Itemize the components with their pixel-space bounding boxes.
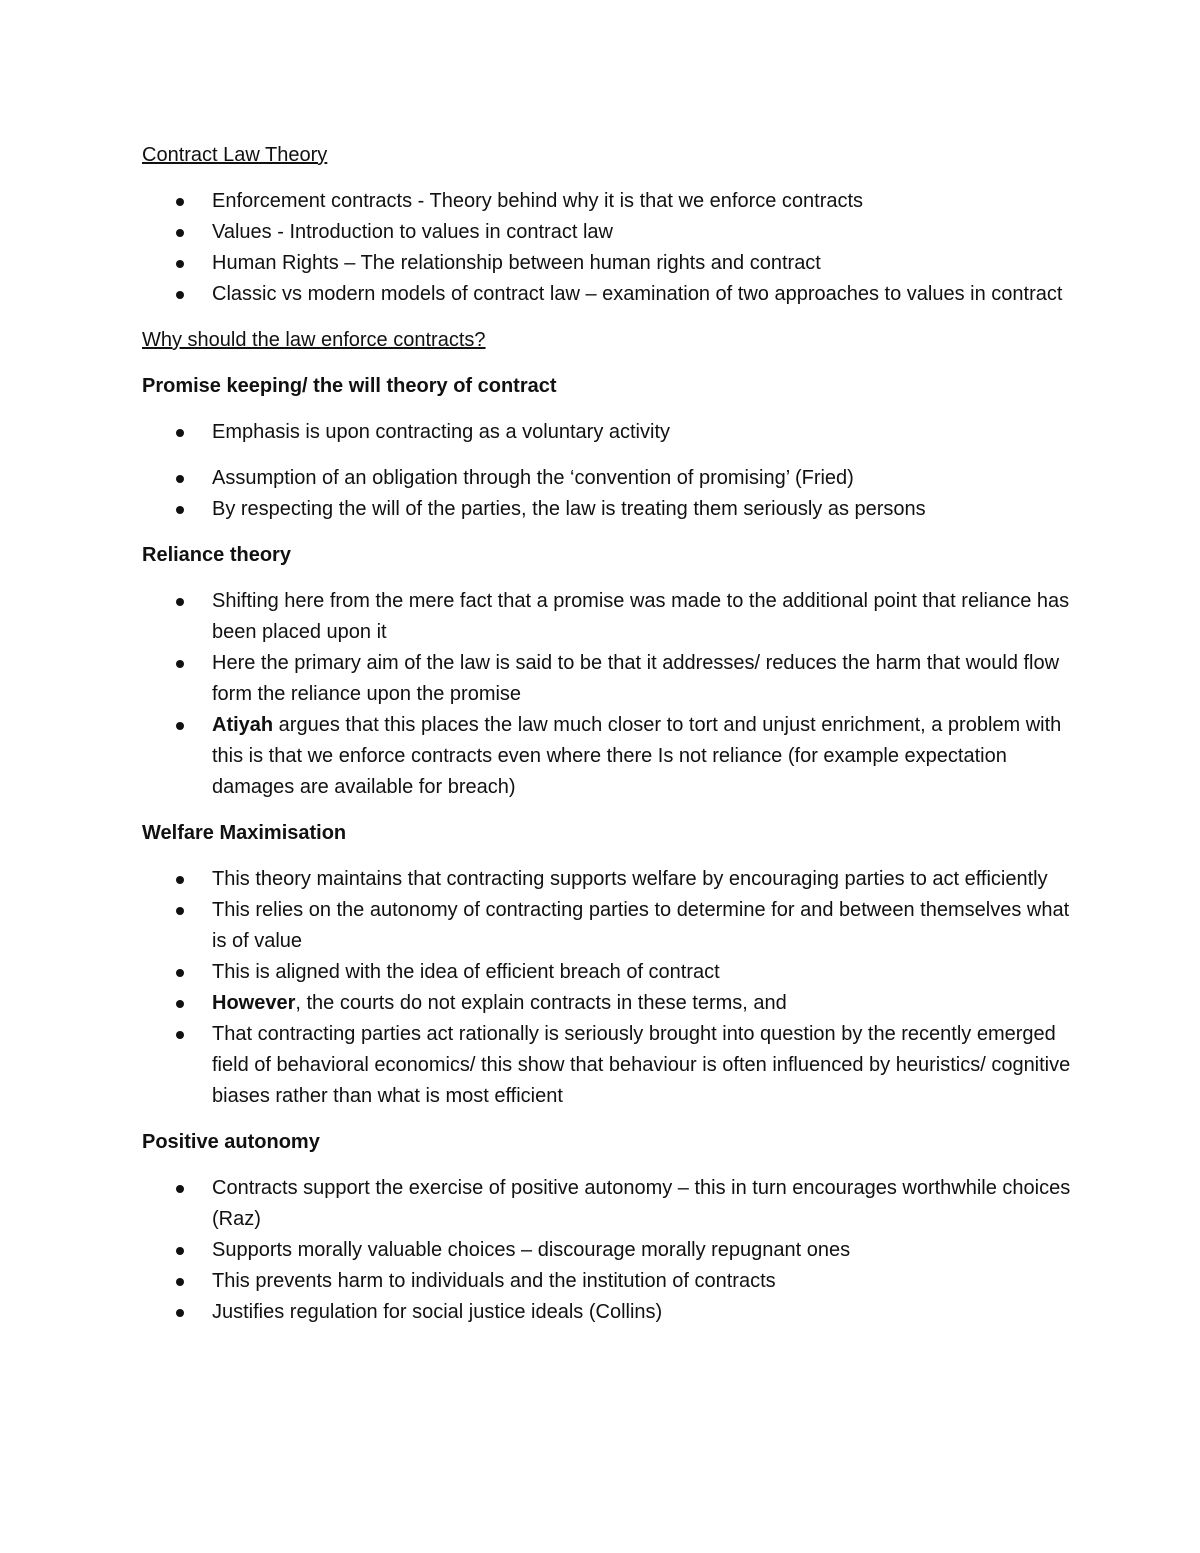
bullet-icon <box>176 1309 184 1317</box>
bullet-icon <box>176 1031 184 1039</box>
list-item: Human Rights – The relationship between human rights and contract <box>142 248 1072 279</box>
list-item: Emphasis is upon contracting as a voluntary activity <box>142 417 1072 448</box>
bullet-icon <box>176 291 184 299</box>
welfare-list <box>142 864 1072 1112</box>
positive-heading: Positive autonomy <box>142 1131 320 1153</box>
list-item: By respecting the will of the parties, the law is treating them seriously as persons <box>142 494 1072 525</box>
list-item: Here the primary aim of the law is said to be that it addresses/ reduces the harm that would flow form the reliance upon the promise <box>142 648 1072 710</box>
promise-heading: Promise keeping/ the will theory of contract <box>142 375 557 397</box>
list-item: That contracting parties act rationally is seriously brought into question by the recently emerged field of behavioral economics/ this show that behaviour is often influenced by heuristics/ cognitive biases rather than what is most efficient <box>142 1019 1072 1112</box>
list-item: Enforcement contracts - Theory behind why it is that we enforce contracts <box>142 186 1072 217</box>
list-item: Shifting here from the mere fact that a promise was made to the additional point that reliance has been placed upon it <box>142 586 1072 648</box>
bullet-icon <box>176 198 184 206</box>
bullet-icon <box>176 876 184 884</box>
emphasis-word: However <box>212 992 296 1014</box>
bullet-icon <box>176 229 184 237</box>
bullet-icon <box>176 907 184 915</box>
bullet-icon <box>176 1278 184 1286</box>
reliance-heading: Reliance theory <box>142 544 291 566</box>
welfare-heading: Welfare Maximisation <box>142 822 347 844</box>
bullet-icon <box>176 506 184 514</box>
bullet-icon <box>176 722 184 730</box>
promise-list <box>142 417 1072 525</box>
intro-list <box>142 186 1072 310</box>
list-item: Atiyah argues that this places the law much closer to tort and unjust enrichment, a problem with this is that we enforce contracts even where there Is not reliance (for example expectation damages are available for breach) <box>142 710 1072 803</box>
page-title: Contract Law Theory <box>142 144 328 166</box>
bullet-icon <box>176 660 184 668</box>
bullet-icon <box>176 1185 184 1193</box>
list-item: This relies on the autonomy of contracting parties to determine for and between themselves what is of value <box>142 895 1072 957</box>
list-item: Values - Introduction to values in contract law <box>142 217 1072 248</box>
list-item: This theory maintains that contracting supports welfare by encouraging parties to act efficiently <box>142 864 1072 895</box>
bullet-icon <box>176 1247 184 1255</box>
bullet-icon <box>176 1000 184 1008</box>
bullet-icon <box>176 475 184 483</box>
reliance-list <box>142 586 1072 803</box>
bullet-icon <box>176 598 184 606</box>
list-item: However, the courts do not explain contracts in these terms, and <box>142 988 1072 1019</box>
list-item: This prevents harm to individuals and the institution of contracts <box>142 1266 1072 1297</box>
list-item: Justifies regulation for social justice ideals (Collins) <box>142 1297 1072 1328</box>
question-heading: Why should the law enforce contracts? <box>142 329 486 351</box>
bullet-icon <box>176 260 184 268</box>
document-page <box>142 140 1072 1328</box>
positive-list <box>142 1173 1072 1328</box>
list-item: This is aligned with the idea of efficient breach of contract <box>142 957 1072 988</box>
list-item: Contracts support the exercise of positive autonomy – this in turn encourages worthwhile choices (Raz) <box>142 1173 1072 1235</box>
list-item: Supports morally valuable choices – discourage morally repugnant ones <box>142 1235 1072 1266</box>
bullet-icon <box>176 429 184 437</box>
list-item: Classic vs modern models of contract law – examination of two approaches to values in contract <box>142 279 1072 310</box>
author-name: Atiyah <box>212 714 274 736</box>
bullet-icon <box>176 969 184 977</box>
list-item: Assumption of an obligation through the ‘convention of promising’ (Fried) <box>142 463 1072 494</box>
